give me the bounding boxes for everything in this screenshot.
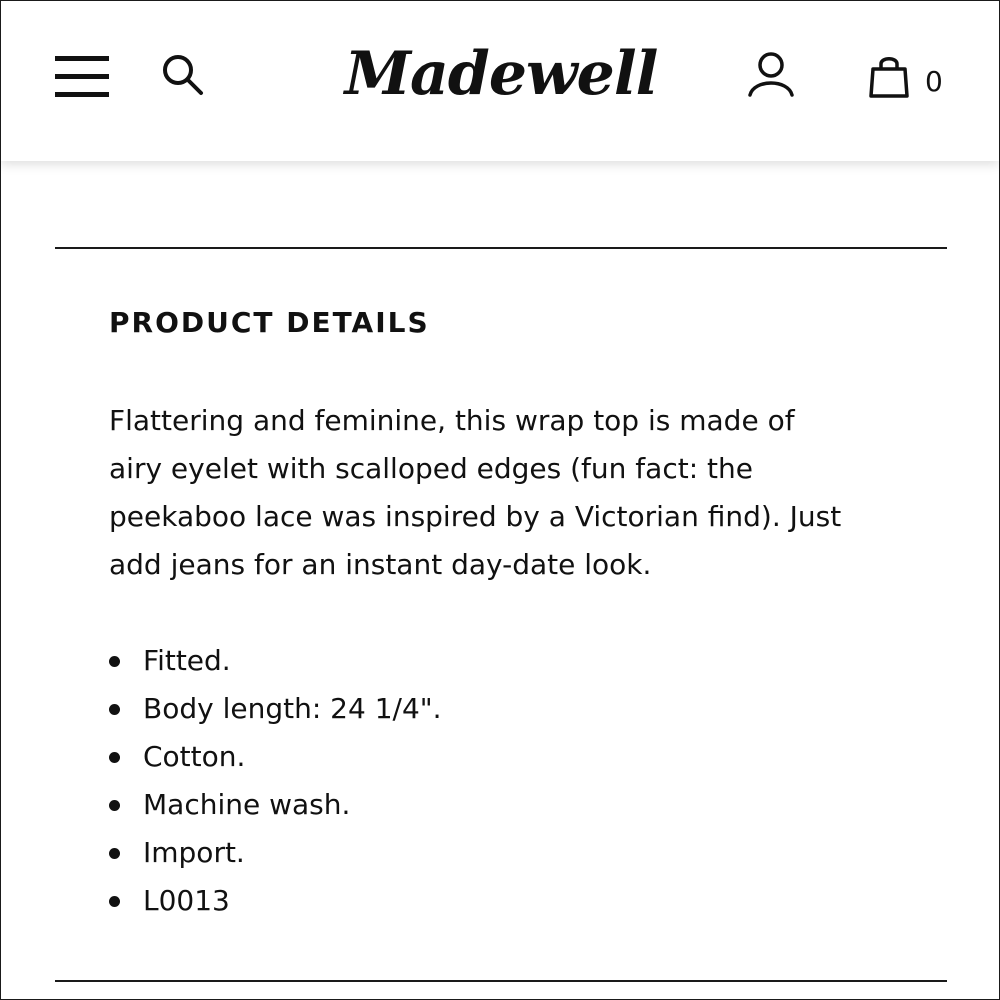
- bullet-icon: [109, 848, 120, 859]
- hamburger-menu-icon[interactable]: [55, 54, 109, 100]
- bullet-icon: [109, 800, 120, 811]
- list-item: [109, 685, 442, 733]
- product-details-list: [109, 637, 442, 925]
- bullet-icon: [109, 656, 120, 667]
- product-description: Flattering and feminine, this wrap top is made of airy eyelet with scalloped edges (fun fact: the peekaboo lace was inspired by a Victorian find). Just add jeans for an instant day-date look.: [109, 404, 842, 581]
- product-details-heading: PRODUCT DETAILS: [109, 306, 430, 339]
- bullet-icon: [109, 704, 120, 715]
- list-item: [109, 877, 442, 925]
- detail-text: Cotton.: [143, 740, 246, 773]
- detail-text: Import.: [143, 836, 245, 869]
- site-header: [1, 1, 999, 161]
- brand-name: Madewell: [344, 39, 658, 109]
- list-item: [109, 781, 442, 829]
- section-divider: [55, 980, 947, 982]
- search-icon[interactable]: [161, 53, 205, 97]
- detail-text: Machine wash.: [143, 788, 351, 821]
- section-divider: [55, 247, 947, 249]
- bullet-icon: [109, 752, 120, 763]
- list-item: [109, 829, 442, 877]
- brand-logo[interactable]: [336, 31, 666, 131]
- list-item: [109, 637, 442, 685]
- detail-text: L0013: [143, 884, 230, 917]
- detail-text: Fitted.: [143, 644, 231, 677]
- shopping-bag-icon[interactable]: [867, 53, 911, 99]
- detail-text: Body length: 24 1/4".: [143, 692, 442, 725]
- bag-item-count[interactable]: 0: [925, 65, 943, 98]
- list-item: [109, 733, 442, 781]
- user-account-icon[interactable]: [746, 51, 796, 97]
- bullet-icon: [109, 896, 120, 907]
